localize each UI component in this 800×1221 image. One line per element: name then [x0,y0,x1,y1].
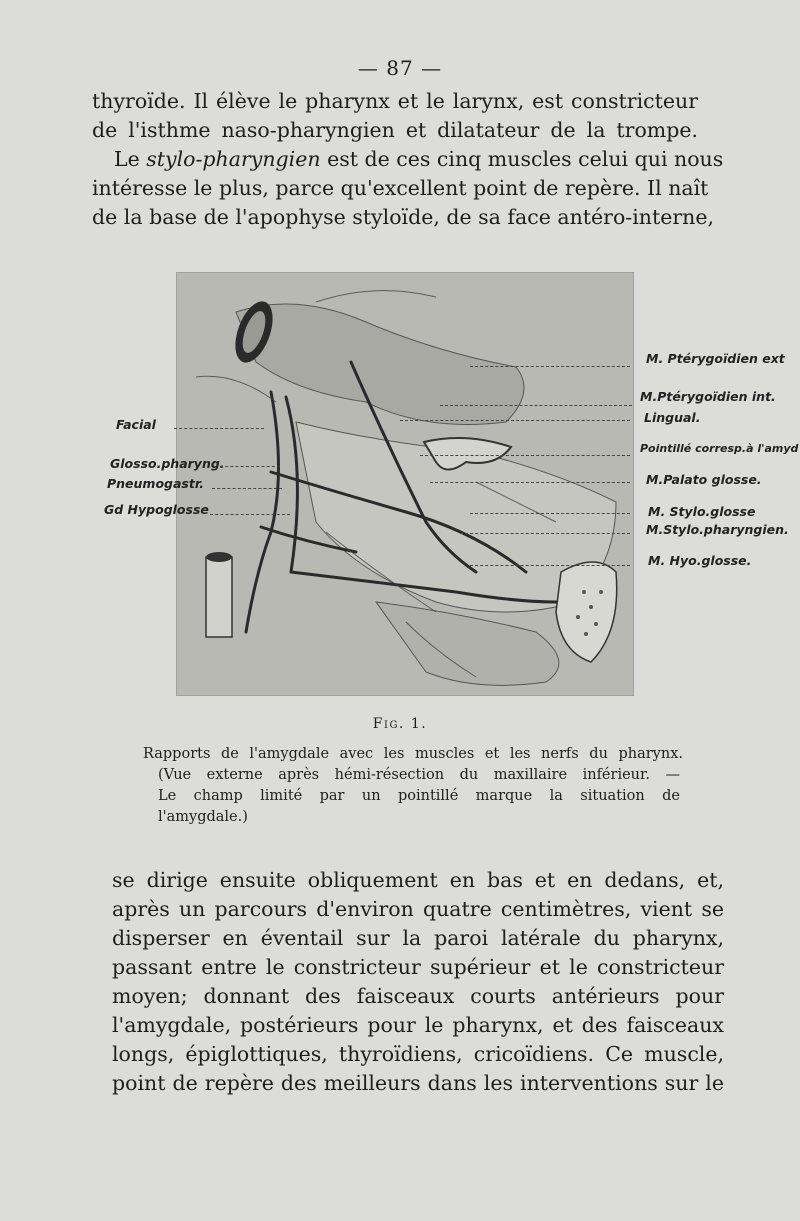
label-facial: Facial [116,417,156,432]
caption-line: Le champ limité par un pointillé marque la situation de [158,788,680,804]
text-line: thyroïde. Il élève le pharynx et le larynx, est constricteur [92,89,698,113]
leader-line [174,428,264,429]
anatomy-illustration [176,272,634,696]
top-paragraph [92,87,724,232]
figure-title: Fig. 1. [372,716,428,732]
text-line: de la base de l'apophyse styloïde, de sa face antéro-interne, [92,205,714,229]
label-lingual: Lingual. [644,410,701,425]
leader-line [212,488,282,489]
bottom-paragraph [112,866,724,1098]
label-hyo-glosse: M. Hyo.glosse. [648,553,752,568]
label-stylo-pharyngien: M.Stylo.pharyngien. [646,522,789,537]
leader-line [460,533,630,534]
caption-line: l'amygdale.) [158,809,248,825]
text-line: longs, épiglottiques, thyroïdiens, cricoïdiens. Ce muscle, [112,1042,724,1066]
label-stylo-glosse: M. Stylo.glosse [648,504,756,519]
text-fragment: Le [114,147,147,171]
text-line: l'amygdale, postérieurs pour le pharynx, et des faisceaux [112,1013,724,1037]
text-line: moyen; donnant des faisceaux courts antérieurs pour [112,984,724,1008]
text-line: se dirige ensuite obliquement en bas et en dedans, et, [112,868,724,892]
caption-line: Rapports de l'amygdale avec les muscles et les nerfs du pharynx. [143,746,683,762]
label-hypoglosse: Gd Hypoglosse [104,502,209,517]
label-pneumogastr: Pneumogastr. [107,476,204,491]
label-pterygoidien-int: M.Ptérygoïdien int. [640,389,776,404]
leader-line [430,482,630,483]
leader-line [470,565,630,566]
label-palato-glosse: M.Palato glosse. [646,472,762,487]
text-line: après un parcours d'environ quatre centimètres, vient se [112,897,724,921]
text-line: passant entre le constricteur supérieur et le constricteur [112,955,724,979]
text-line: disperser en éventail sur la paroi latérale du pharynx, [112,926,724,950]
text-line: de l'isthme naso-pharyngien et dilatateur de la trompe. [92,118,698,142]
page-number: — 87 — [357,56,443,80]
text-line: point de repère des meilleurs dans les interventions sur le [112,1071,724,1095]
anatomy-figure [176,272,634,696]
leader-line [220,466,280,467]
text-line: intéresse le plus, parce qu'excellent point de repère. Il naît [92,176,709,200]
leader-line [440,405,632,406]
leader-line [470,513,630,514]
leader-line [420,455,630,456]
emphasized-term: stylo-pharyngien [146,147,321,171]
leader-line [470,366,630,367]
label-pointille: Pointillé corresp.à l'amyd [640,442,799,455]
leader-line [210,514,290,515]
leader-line [400,420,630,421]
caption-line: (Vue externe après hémi-résection du maxillaire inférieur. — [158,767,680,783]
text-fragment: est de ces cinq muscles celui qui nous [320,147,724,171]
label-glosso-pharyng: Glosso.pharyng. [110,456,225,471]
label-pterygoidien-ext: M. Ptérygoïdien ext [646,351,785,366]
figure-caption [143,744,683,828]
text-line [92,145,724,174]
